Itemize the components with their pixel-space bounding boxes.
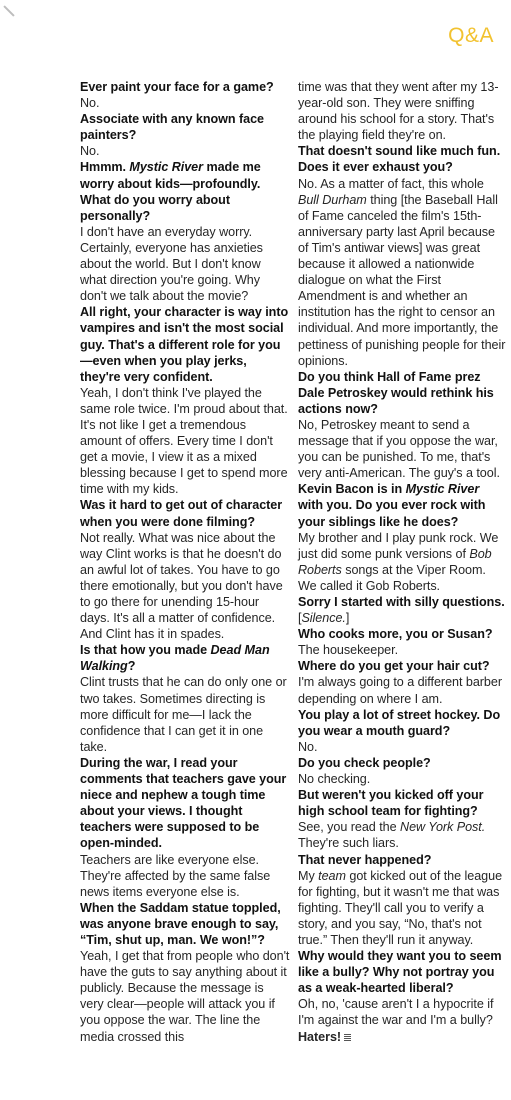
text-run: The housekeeper. [298,643,399,658]
question-paragraph [298,658,506,674]
answer-paragraph [298,417,506,481]
text-run: Associate with any known face painters? [80,112,265,143]
question-paragraph [80,900,290,948]
answer-paragraph [298,530,506,594]
question-paragraph [80,755,290,852]
text-run: No checking. [298,772,371,787]
answer-paragraph [298,868,506,948]
article-column-right [298,79,506,1045]
question-paragraph [298,948,506,996]
answer-paragraph [80,948,290,1045]
text-run: ] [345,611,350,626]
question-paragraph [298,787,506,819]
italic-title: Bob Roberts [298,546,492,577]
answer-paragraph [298,176,506,369]
question-paragraph [80,642,290,674]
answer-paragraph [298,642,506,658]
text-run: See, you read the [298,820,401,835]
question-paragraph [298,369,506,417]
text-run: Who cooks more, you or Susan? [298,627,493,642]
question-paragraph [298,707,506,739]
text-run: made me worry about kids—profoundly. What do you worry about personally? [80,160,261,223]
question-paragraph [298,626,506,642]
answer-paragraph [298,674,506,706]
text-run: Do you think Hall of Fame prez Dale Petroskey would rethink his actions now? [298,369,494,416]
text-run: No. As a matter of fact, this whole [298,176,484,191]
text-run: Hmmm. [80,160,130,175]
answer-paragraph [80,143,290,159]
text-run: My brother and I play punk rock. We just did some punk versions of [298,530,499,561]
text-run: Do you check people? [298,755,431,770]
text-run: I'm always going to a different barber depending on where I am. [298,675,502,706]
text-run: Clint trusts that he can do only one or two takes. Sometimes directing is more difficult for me—I lack the confidence that I can get it in one take. [80,675,287,754]
text-run: [ [298,611,302,626]
answer-paragraph [80,95,290,111]
text-run: You play a lot of street hockey. Do you wear a mouth guard? [298,707,501,738]
section-tag: Q&A [448,24,494,47]
article-column-left [80,79,290,1045]
italic-title: Bull Durham [298,192,367,207]
text-run: time was that they went after my 13-year-old son. They were sniffing around his school for a story. That's the playing field they're on. [298,80,499,143]
question-paragraph [298,594,506,610]
text-run: thing [the Baseball Hall of Fame canceled the film's 15th-anniversary party last April because of Tim's antiwar views] was great because it allowed a nationwide dialogue on what the First Amendment is and whether an institution has the right to censor an individual. And more importantly, the pettiness of punishing people for their opinions. [298,192,506,368]
text-run: Ever paint your face for a game? [80,80,274,94]
italic-title: Mystic River [405,482,480,497]
text-run: Sorry I started with silly questions. [298,595,505,609]
bold-closing: Haters! [298,1029,342,1044]
text-run: Oh, no, 'cause aren't I a hypocrite if I'm against the war and I'm a bully? [298,997,494,1028]
answer-paragraph [80,224,290,304]
answer-paragraph [298,610,506,626]
text-run: During the war, I read your comments that teachers gave your niece and nephew a tough time about your views. I thought teachers were supposed to be open-minded. [80,755,287,851]
text-run: That never happened? [298,852,432,867]
italic-title: Dead Man Walking [80,643,270,674]
text-run: Was it hard to get out of character when you were done filming? [80,498,283,529]
text-run: No. [80,144,100,159]
question-paragraph [80,159,290,223]
question-paragraph [298,755,506,771]
answer-paragraph [80,674,290,754]
text-run: But weren't you kicked off your high school team for fighting? [298,788,484,819]
answer-paragraph [298,819,506,851]
text-run: All right, your character is way into vampires and isn't the most social guy. That's a different role for you—even when you play jerks, they're very confident. [80,305,289,384]
answer-paragraph [298,996,506,1044]
text-run: I don't have an everyday worry. Certainly, everyone has anxieties about the world. But I don't know what direction you're going. Why don't we talk about the movie? [80,224,263,304]
end-mark-icon [344,1034,351,1041]
text-run: songs at the Viper Room. We called it Gob Roberts. [298,562,486,593]
question-paragraph [298,143,506,175]
text-run: got kicked out of the league for fighting, but it wasn't me that was fighting. They'll call you to verify a story, and you say, “No, that's not true.” Then they'll run it anyway. [298,868,503,947]
italic-title: Silence. [301,611,346,626]
question-paragraph [298,852,506,868]
answer-paragraph [80,530,290,643]
text-run: They're such liars. [298,836,399,851]
italic-title: Mystic River [129,160,203,175]
answer-paragraph [298,771,506,787]
answer-paragraph [80,385,290,498]
text-run: Why would they want you to seem like a bully? Why not portray you as a weak-hearted liberal? [298,949,502,996]
text-run: My [298,868,319,883]
answer-paragraph [298,739,506,755]
text-run: No. [80,96,100,111]
question-paragraph [80,497,290,529]
question-paragraph [80,111,290,143]
text-run: No. [298,739,318,754]
answer-paragraph [80,852,290,900]
text-run: Where do you get your hair cut? [298,659,490,674]
italic-title: New York Post. [400,820,486,835]
question-paragraph [80,304,290,384]
text-run: Kevin Bacon is in [298,482,406,497]
question-paragraph [298,481,506,529]
text-run: with you. Do you ever rock with your siblings like he does? [298,498,486,529]
italic-title: team [318,868,346,883]
page-corner-mark [3,5,14,16]
text-run: Yeah, I get that from people who don't have the guts to say anything about it publicly. Because the message is very clear—people will attack you if you oppose the war. The line the media crossed this [80,949,290,1044]
answer-paragraph [298,79,506,143]
text-run: Is that how you made [80,643,211,658]
text-run: That doesn't sound like much fun. Does it ever exhaust you? [298,144,501,175]
text-run: Teachers are like everyone else. They're affected by the same false news items everyone else is. [80,852,271,899]
text-run: When the Saddam statue toppled, was anyone brave enough to say, “Tim, shut up, man. We won!”? [80,900,281,947]
text-run: ? [127,659,136,674]
question-paragraph [80,79,290,95]
text-run: No, Petroskey meant to send a message that if you oppose the war, you can be punished. To me, that's very anti-American. The guy's a tool. [298,417,500,481]
text-run: Not really. What was nice about the way Clint works is that he doesn't do an awful lot of takes. You have to go there emotionally, but you don't have to go there for unending 15-hour days. It's all a matter of confidence. And Clint has it in spades. [80,530,283,642]
text-run: Yeah, I don't think I've played the same role twice. I'm proud about that. It's not like I get a tremendous amount of offers. Every time I don't get a movie, I view it as a mixed blessing because I get to spend more time with my kids. [80,385,288,497]
